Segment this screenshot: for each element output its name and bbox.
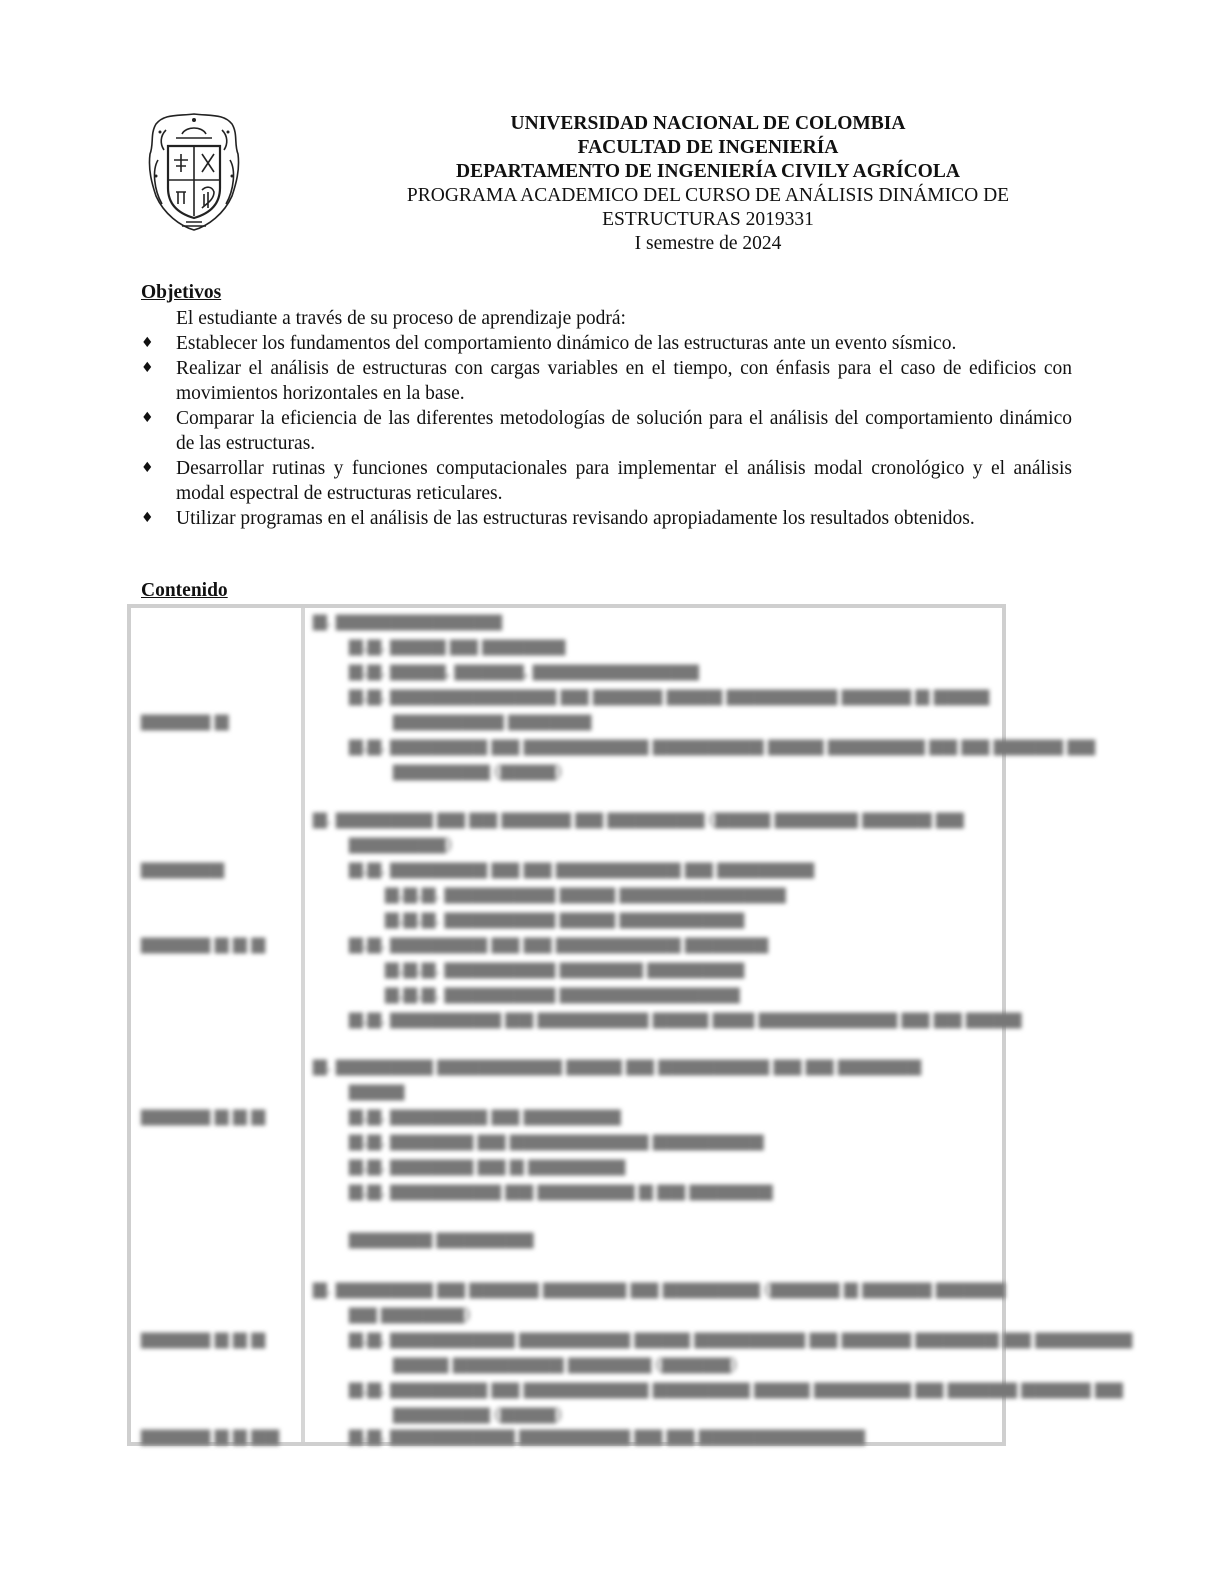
objectives-list [141,331,1072,531]
list-item: ♦ Comparar la eficiencia de las diferentes metodologías de solución para el análisis del comportamiento dinámico de las estructuras. [141,408,1072,454]
list-item: ♦ Desarrollar rutinas y funciones computacionales para implementar el análisis modal cronológico y el análisis modal espectral de estructuras reticulares. [141,458,1072,504]
document-header [380,112,1036,256]
department-name: DEPARTAMENTO DE INGENIERÍA CIVILY AGRÍCOLA [456,161,960,182]
diamond-bullet-icon: ♦ [141,335,154,351]
diamond-bullet-icon: ♦ [141,410,154,426]
objectives-intro: El estudiante a través de su proceso de aprendizaje podrá: [176,308,626,329]
content-heading: Contenido [141,580,228,601]
semester: I semestre de 2024 [634,233,782,254]
list-item: ♦ Realizar el análisis de estructuras con cargas variables en el tiempo, con énfasis para el caso de edificios con movimientos horizontales en la base. [141,358,1072,404]
objectives-heading: Objetivos [141,282,222,303]
faculty-name: FACULTAD DE INGENIERÍA [577,137,839,158]
table-column-divider [301,608,305,1442]
program-title-line1: PROGRAMA ACADEMICO DEL CURSO DE ANÁLISIS DINÁMICO DE [406,185,1010,206]
content-table: ▆▆▆▆▆ ▆ ▆▆▆▆▆▆ ▆▆▆▆▆ ▆ ▆ ▆ ▆▆▆▆▆ ▆ ▆ ▆ ▆▆▆▆▆ ▆ ▆ ▆ ▆▆▆▆▆ ▆ ▆ ▆▆ ▆. ▆▆▆▆▆▆▆▆▆▆▆▆ ▆.▆. ▆▆▆▆ ▆▆ ▆▆▆▆▆▆ ▆.▆. ▆▆▆▆, ▆▆▆▆▆, ▆▆▆▆▆▆▆▆▆▆▆▆ ▆.▆. ▆▆▆▆▆▆▆▆▆▆▆▆ ▆▆ ▆▆▆▆▆ ▆▆▆▆ ▆▆▆▆▆▆▆▆ ▆▆▆▆▆ ▆ ▆▆▆▆ ▆▆▆▆▆▆▆▆ ▆▆▆▆▆▆ ▆.▆. ▆▆▆▆▆▆▆ ▆▆ ▆▆▆▆▆▆▆▆▆ ▆▆▆▆▆▆▆▆ ▆▆▆▆ ▆▆▆▆▆▆▆ ▆▆ ▆▆ ▆▆▆▆▆ ▆▆ ▆▆▆▆▆▆▆ (▆▆▆▆) ▆. ▆▆▆▆▆▆▆ ▆▆ ▆▆ ▆▆▆▆▆ ▆▆ ▆▆▆▆▆▆▆ (▆▆▆▆ ▆▆▆▆▆▆ ▆▆▆▆▆ ▆▆ ▆▆▆▆▆▆▆) ▆.▆. ▆▆▆▆▆▆▆ ▆▆ ▆▆ ▆▆▆▆▆▆▆▆▆ ▆▆ ▆▆▆▆▆▆▆ ▆.▆.▆. ▆▆▆▆▆▆▆▆ ▆▆▆▆ ▆▆▆▆▆▆▆▆▆▆▆▆ ▆.▆.▆. ▆▆▆▆▆▆▆▆ ▆▆▆▆ ▆▆▆▆▆▆▆▆▆ ▆.▆. ▆▆▆▆▆▆▆ ▆▆ ▆▆ ▆▆▆▆▆▆▆▆▆ ▆▆▆▆▆▆ ▆.▆.▆. ▆▆▆▆▆▆▆▆ ▆▆▆▆▆▆ ▆▆▆▆▆▆▆ ▆.▆.▆. ▆▆▆▆▆▆▆▆ ▆▆▆▆▆▆▆▆▆▆▆▆▆ ▆.▆. ▆▆▆▆▆▆▆▆ ▆▆ ▆▆▆▆▆▆▆▆ ▆▆▆▆ ▆▆▆ ▆▆▆▆▆▆▆▆▆▆ ▆▆ ▆▆ ▆▆▆▆ ▆. ▆▆▆▆▆▆▆ ▆▆▆▆▆▆▆▆▆ ▆▆▆▆ ▆▆ ▆▆▆▆▆▆▆▆ ▆▆ ▆▆ ▆▆▆▆▆▆ ▆▆▆▆ ▆.▆. ▆▆▆▆▆▆▆ ▆▆ ▆▆▆▆▆▆▆ ▆.▆. ▆▆▆▆▆▆ ▆▆ ▆▆▆▆▆▆▆▆▆▆ ▆▆▆▆▆▆▆▆ ▆.▆. ▆▆▆▆▆▆ ▆▆ ▆ ▆▆▆▆▆▆▆ ▆.▆. ▆▆▆▆▆▆▆▆ ▆▆ ▆▆▆▆▆▆▆ ▆ ▆▆ ▆▆▆▆▆▆ ▆▆▆▆▆▆ ▆▆▆▆▆▆▆ ▆. ▆▆▆▆▆▆▆ ▆▆ ▆▆▆▆▆ ▆▆▆▆▆▆ ▆▆ ▆▆▆▆▆▆▆ (▆▆▆▆▆ ▆ ▆▆▆▆▆ ▆▆▆▆▆ ▆▆ ▆▆▆▆▆▆) ▆.▆. ▆▆▆▆▆▆▆▆▆ ▆▆▆▆▆▆▆▆ ▆▆▆▆ ▆▆▆▆▆▆▆▆ ▆▆ ▆▆▆▆▆ ▆▆▆▆▆▆ ▆▆ ▆▆▆▆▆▆▆ ▆▆▆▆ ▆▆▆▆▆▆▆▆ ▆▆▆▆▆▆ (▆▆▆▆▆) ▆.▆. ▆▆▆▆▆▆▆ ▆▆ ▆▆▆▆▆▆▆▆▆ ▆▆▆▆▆▆▆ ▆▆▆▆ ▆▆▆▆▆▆▆ ▆▆ ▆▆▆▆▆ ▆▆▆▆▆ ▆▆ ▆▆▆▆▆▆▆ (▆▆▆▆) ▆.▆. ▆▆▆▆▆▆▆▆▆ ▆▆▆▆▆▆▆▆ ▆▆ ▆▆ ▆▆▆▆▆▆▆▆▆▆▆▆ [127,604,1006,1446]
diamond-bullet-icon: ♦ [141,460,154,476]
diamond-bullet-icon: ♦ [141,510,154,526]
diamond-bullet-icon: ♦ [141,360,154,376]
list-item: ♦ Utilizar programas en el análisis de las estructuras revisando apropiadamente los resultados obtenidos. [141,508,975,529]
university-seal-logo [146,110,242,234]
university-name: UNIVERSIDAD NACIONAL DE COLOMBIA [510,113,906,134]
program-title-line2: ESTRUCTURAS 2019331 [602,209,814,230]
list-item: ♦ Establecer los fundamentos del comportamiento dinámico de las estructuras ante un evento sísmico. [141,333,957,354]
